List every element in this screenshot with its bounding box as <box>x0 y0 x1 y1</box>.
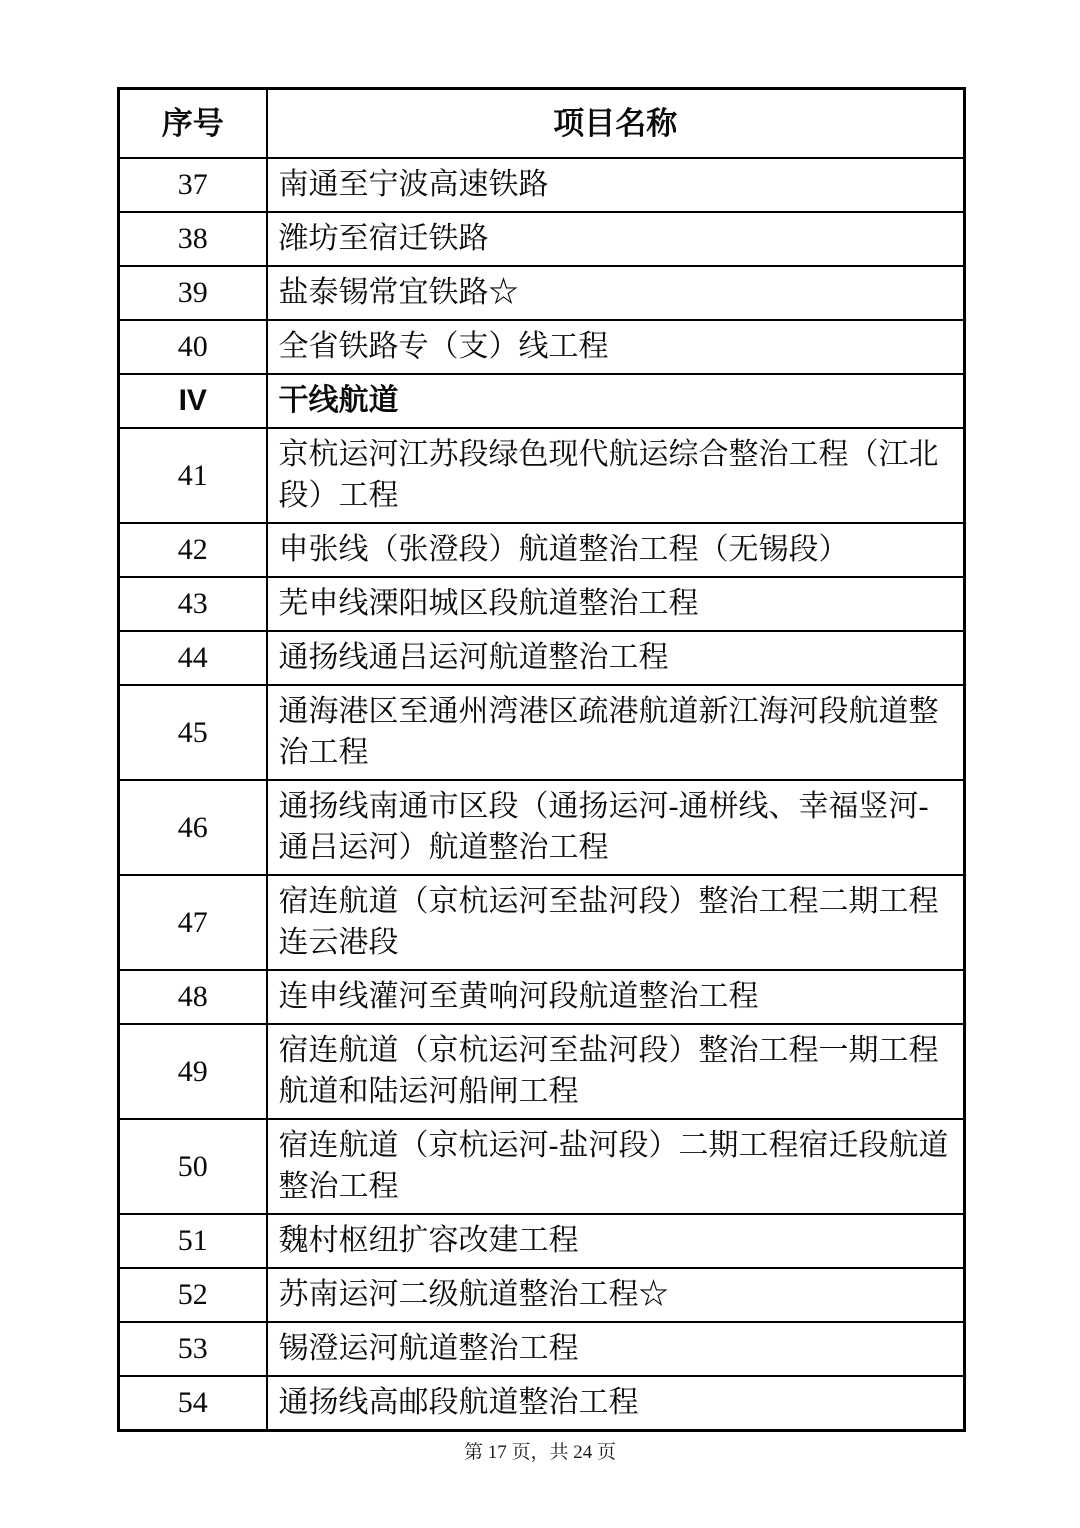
row-project-name: 芜申线溧阳城区段航道整治工程 <box>267 577 965 631</box>
row-project-name: 通扬线高邮段航道整治工程 <box>267 1376 965 1431</box>
row-project-name: 通扬线南通市区段（通扬运河-通栟线、幸福竖河-通吕运河）航道整治工程 <box>267 780 965 875</box>
row-serial-number: 52 <box>119 1268 267 1322</box>
row-project-name: 宿连航道（京杭运河至盐河段）整治工程二期工程连云港段 <box>267 875 965 970</box>
row-serial-number: 41 <box>119 428 267 523</box>
table-row <box>119 266 965 320</box>
row-project-name: 宿连航道（京杭运河-盐河段）二期工程宿迁段航道整治工程 <box>267 1119 965 1214</box>
row-project-name: 通扬线通吕运河航道整治工程 <box>267 631 965 685</box>
row-serial-number: 40 <box>119 320 267 374</box>
table-row <box>119 577 965 631</box>
row-serial-number: 42 <box>119 523 267 577</box>
table-row <box>119 1268 965 1322</box>
table-row <box>119 875 965 970</box>
row-project-name: 锡澄运河航道整治工程 <box>267 1322 965 1376</box>
table-row <box>119 1024 965 1119</box>
row-serial-number: 49 <box>119 1024 267 1119</box>
row-serial-number: 39 <box>119 266 267 320</box>
section-header-row <box>119 374 965 428</box>
table-row <box>119 428 965 523</box>
table-row <box>119 780 965 875</box>
table-row <box>119 970 965 1024</box>
row-serial-number: 48 <box>119 970 267 1024</box>
table-row <box>119 523 965 577</box>
row-project-name: 连申线灌河至黄响河段航道整治工程 <box>267 970 965 1024</box>
row-project-name: 通海港区至通州湾港区疏港航道新江海河段航道整治工程 <box>267 685 965 780</box>
page-number-footer: 第 17 页，共 24 页 <box>463 1442 616 1463</box>
row-project-name: 南通至宁波高速铁路 <box>267 158 965 212</box>
row-serial-number: 47 <box>119 875 267 970</box>
row-serial-number: 51 <box>119 1214 267 1268</box>
row-serial-number: 45 <box>119 685 267 780</box>
column-header-project-name: 项目名称 <box>267 89 965 158</box>
row-serial-number: 54 <box>119 1376 267 1431</box>
row-serial-number: 43 <box>119 577 267 631</box>
row-serial-number: 50 <box>119 1119 267 1214</box>
row-serial-number: 46 <box>119 780 267 875</box>
row-project-name: 潍坊至宿迁铁路 <box>267 212 965 266</box>
row-project-name: 全省铁路专（支）线工程 <box>267 320 965 374</box>
table-row <box>119 1322 965 1376</box>
row-project-name: 京杭运河江苏段绿色现代航运综合整治工程（江北段）工程 <box>267 428 965 523</box>
table-row <box>119 1214 965 1268</box>
row-project-name: 魏村枢纽扩容改建工程 <box>267 1214 965 1268</box>
row-serial-number: IV <box>119 374 267 428</box>
table-row <box>119 685 965 780</box>
project-list-table <box>117 87 966 1432</box>
table-row <box>119 631 965 685</box>
row-project-name: 盐泰锡常宜铁路☆ <box>267 266 965 320</box>
row-serial-number: 53 <box>119 1322 267 1376</box>
row-serial-number: 44 <box>119 631 267 685</box>
table-row <box>119 1119 965 1214</box>
table-row <box>119 212 965 266</box>
table-header-row <box>119 89 965 158</box>
row-project-name: 申张线（张澄段）航道整治工程（无锡段） <box>267 523 965 577</box>
row-serial-number: 37 <box>119 158 267 212</box>
table-row <box>119 158 965 212</box>
table-row <box>119 320 965 374</box>
column-header-serial-number: 序号 <box>119 89 267 158</box>
table-row <box>119 1376 965 1431</box>
row-project-name: 干线航道 <box>267 374 965 428</box>
row-serial-number: 38 <box>119 212 267 266</box>
row-project-name: 宿连航道（京杭运河至盐河段）整治工程一期工程航道和陆运河船闸工程 <box>267 1024 965 1119</box>
row-project-name: 苏南运河二级航道整治工程☆ <box>267 1268 965 1322</box>
